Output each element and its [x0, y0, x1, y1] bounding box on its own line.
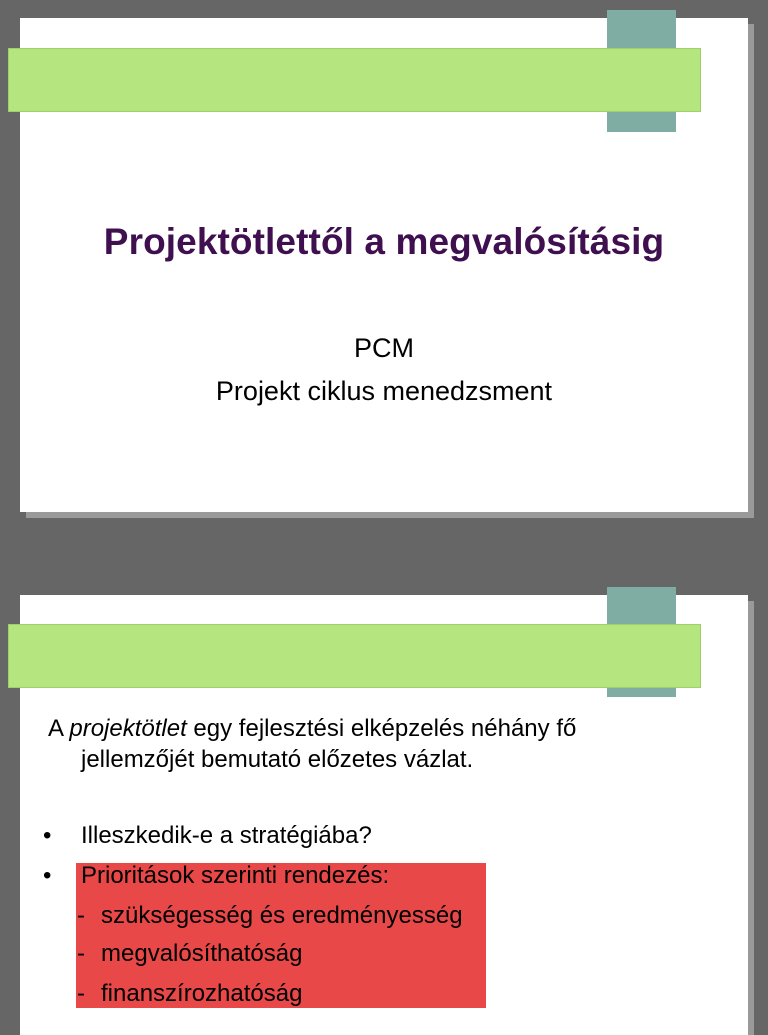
bullet-marker: • — [43, 862, 52, 889]
slide-subtitle-abbreviation: PCM — [354, 333, 414, 363]
slide-subtitle-full: Projekt ciklus menedzsment — [215, 376, 553, 406]
content-slide — [20, 595, 748, 1035]
bullet-item-strategy: Illeszkedik-e a stratégiába? — [81, 822, 372, 849]
green-header-bar — [8, 624, 701, 688]
sub-item-financeability: finanszírozhatóság — [101, 980, 303, 1007]
bullet-item-prioritization: Prioritások szerinti rendezés: — [81, 862, 390, 889]
dash-marker: - — [77, 980, 85, 1007]
intro-rest: egy fejlesztési elképzelés néhány fő — [186, 715, 577, 742]
sub-item-feasibility: megvalósíthatóság — [101, 940, 303, 967]
intro-term: projektötlet — [69, 715, 187, 742]
green-header-bar — [8, 48, 701, 112]
intro-prefix: A — [48, 715, 70, 742]
intro-line-1 — [48, 713, 576, 744]
dash-marker: - — [77, 902, 85, 929]
sub-item-necessity: szükségesség és eredményesség — [101, 902, 463, 929]
bullet-marker: • — [43, 822, 52, 849]
intro-line-2: jellemzőjét bemutató előzetes vázlat. — [81, 746, 474, 773]
title-slide — [20, 18, 748, 512]
dash-marker: - — [77, 940, 85, 967]
slide-title: Projektötlettől a megvalósításig — [103, 221, 665, 262]
